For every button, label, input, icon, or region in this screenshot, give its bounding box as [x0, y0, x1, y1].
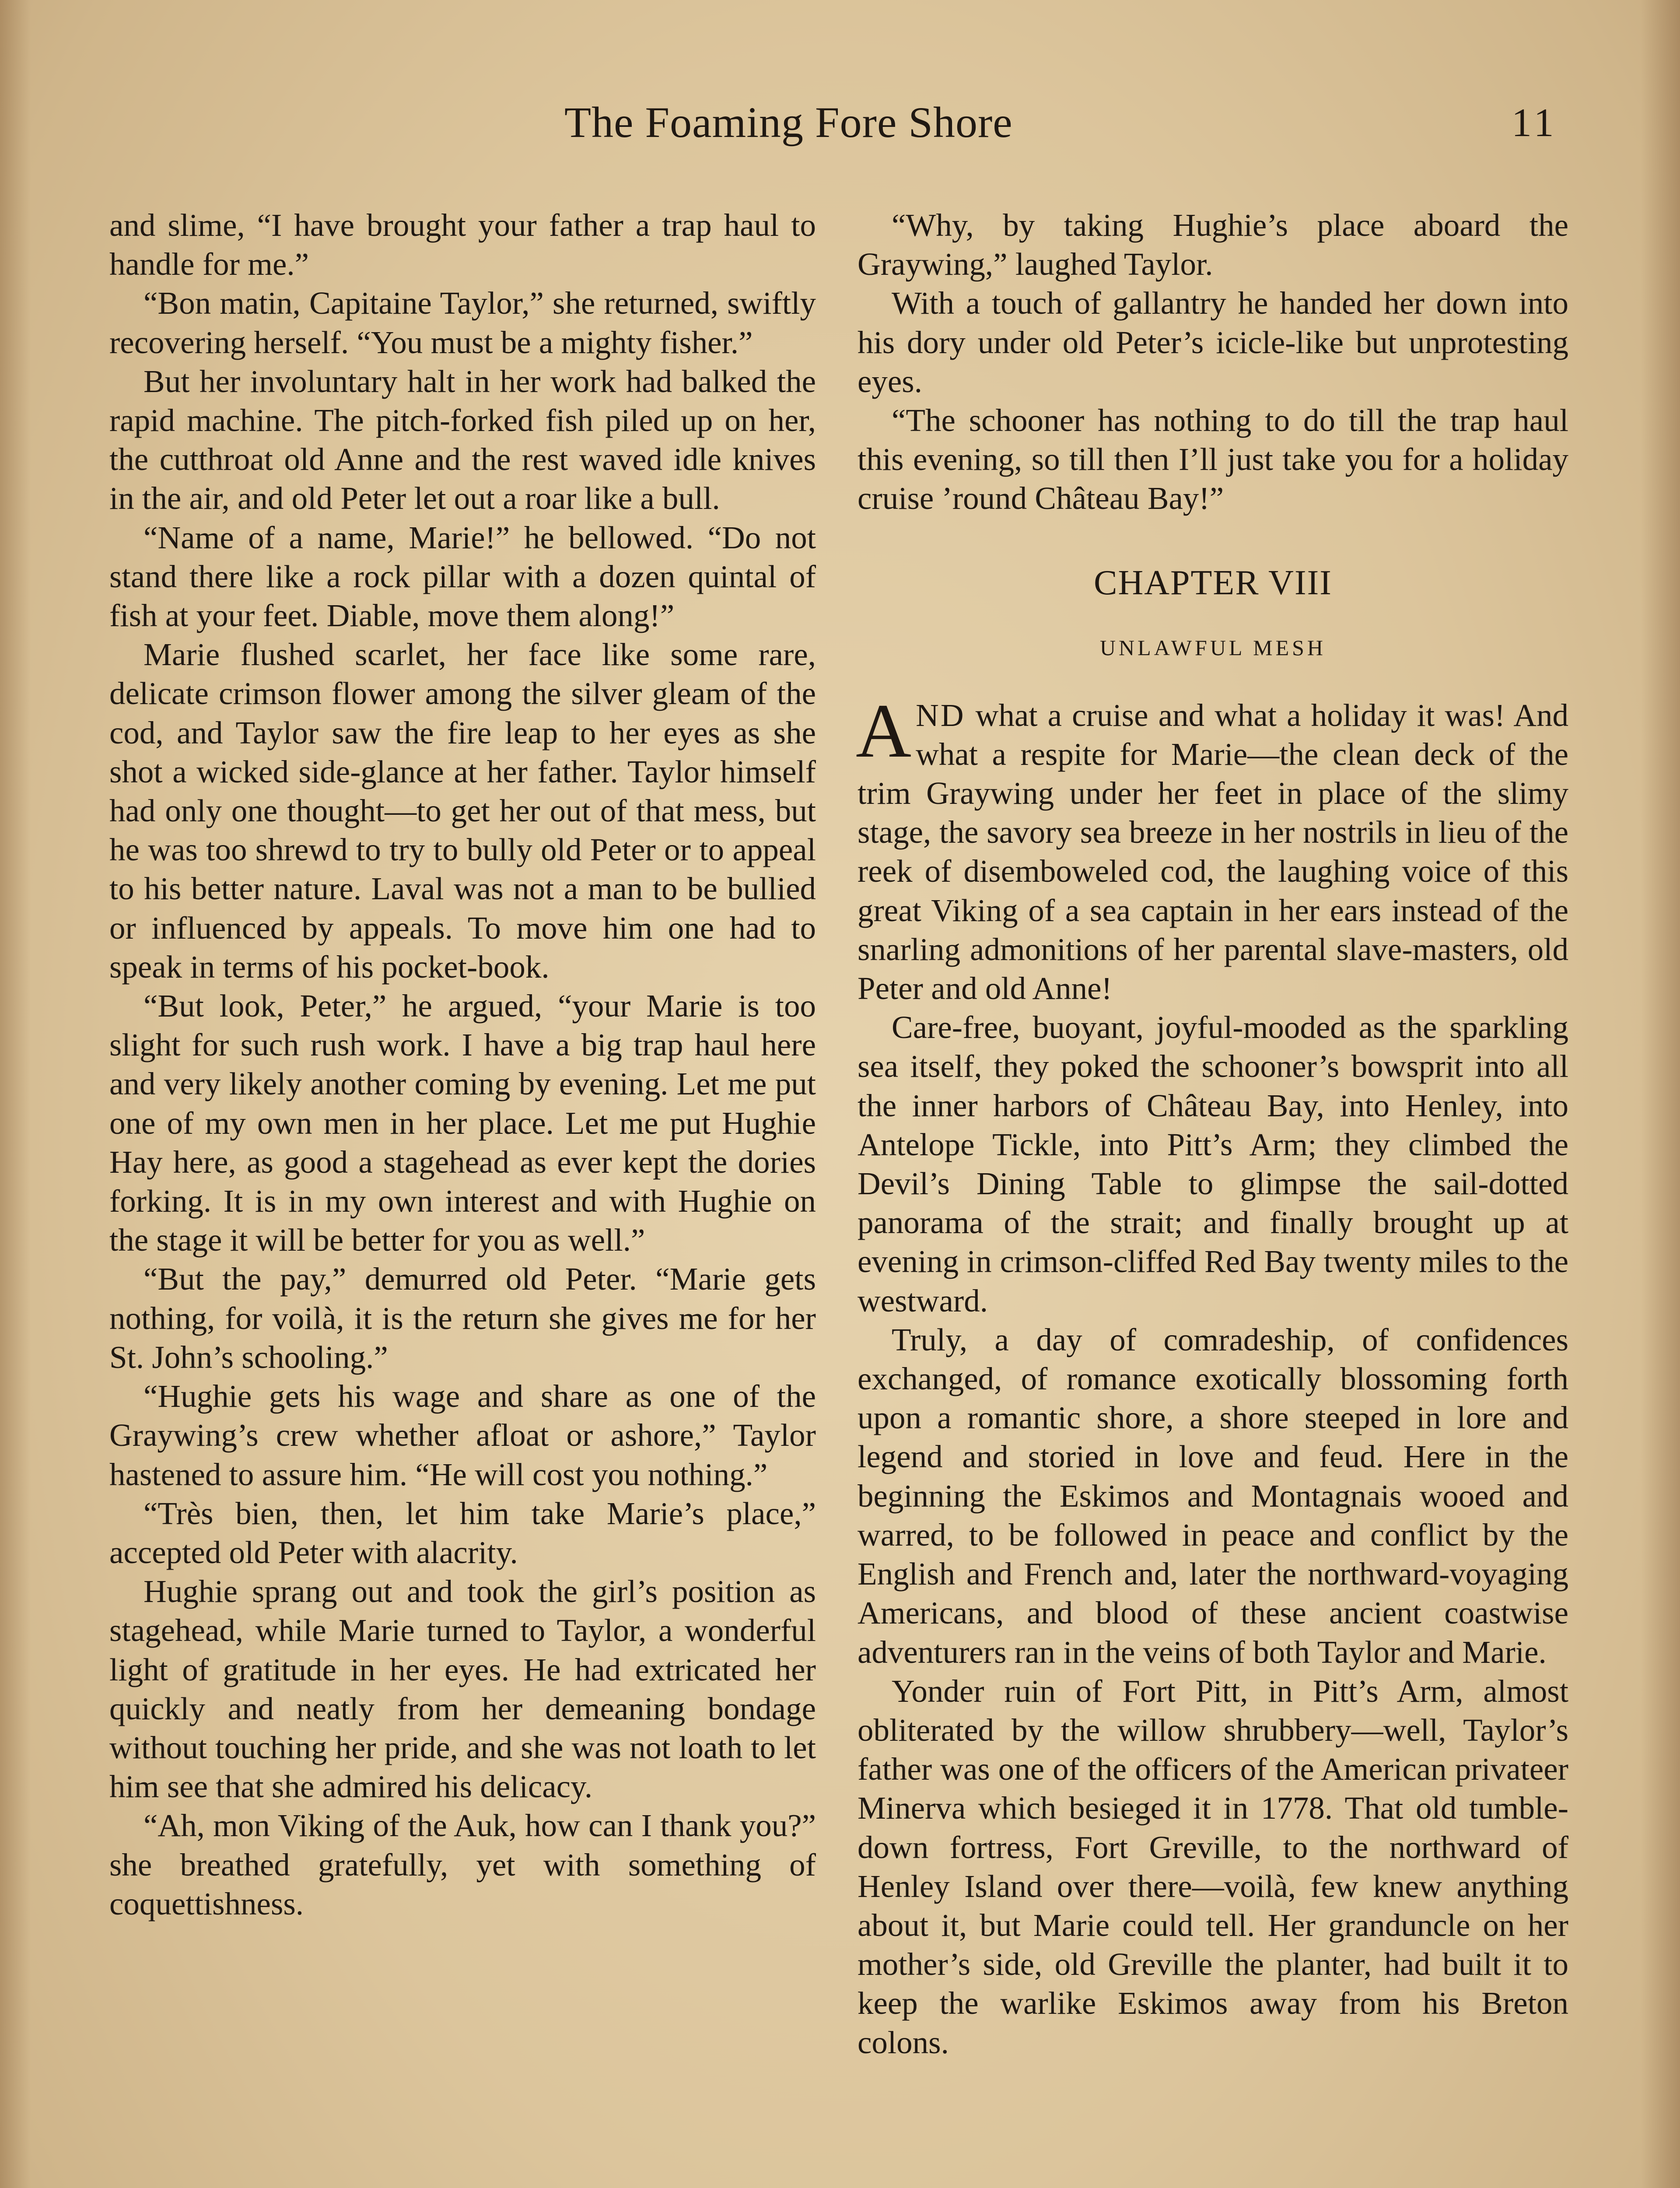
paragraph: Yonder ruin of Fort Pitt, in Pitt’s Arm, almost obliterated by the willow shrubbery—well, Taylor’s father was one of the officers of the American privateer Minerva which besieged it in 1778. That old tumble-down fortress, Fort Greville, to the northward of Henley Island over there—voilà, few knew anything about it, but Marie could tell. Her granduncle on her mother’s side, old Greville the planter, had built it to keep the warlike Eskimos away from his Breton colons.: [858, 1673, 1568, 2060]
paragraph: Truly, a day of comradeship, of confidences exchanged, of romance exotically blossoming forth upon a romantic shore, a shore steeped in lore and legend and storied in love and feud. Here in the beginning the Eskimos and Montagnais wooed and warred, to be followed in peace and conflict by the English and French and, later the northward-voyaging Americans, and blood of these ancient coastwise adventurers ran in the veins of both Taylor and Marie.: [858, 1322, 1568, 1670]
paragraph: But her involuntary halt in her work had balked the rapid machine. The pitch-forked fish piled up on her, the cutthroat old Anne and the rest waved idle knives in the air, and old Peter let out a roar like a bull.: [109, 363, 816, 516]
paragraph: Care-free, buoyant, joyful-mooded as the sparkling sea itself, they poked the schooner’s bowsprit into all the inner harbors of Château Bay, into Henley, into Antelope Tickle, into Pitt’s Arm; they climbed the Devil’s Dining Table to glimpse the sail-dotted panorama of the strait; and finally brought up at evening in crimson-cliffed Red Bay twenty miles to the westward.: [858, 1010, 1568, 1318]
paragraph: Hughie sprang out and took the girl’s position as stagehead, while Marie turned to Taylor, a wonderful light of gratitude in her eyes. He had extricated her quickly and neatly from her demeaning bondage without touching her pride, and she was not loath to let him see that she admired his delicacy.: [109, 1574, 816, 1805]
paragraph: Marie flushed scarlet, her face like some rare, delicate crimson flower among the silver gleam of the cod, and Taylor saw the fire leap to her eyes as she shot a wicked side-glance at her father. Taylor himself had only one thought—to get her out of that mess, but he was too shrewd to try to bully old Peter or to appeal to his better nature. Laval was not a man to be bullied or influenced by appeals. To move him one had to speak in terms of his pocket-book.: [109, 637, 816, 985]
page-edge-shadow-left: [0, 0, 31, 2188]
paragraph: “The schooner has nothing to do till the trap haul this evening, so till then I’ll just take you for a holiday cruise ’round Château Bay!”: [858, 403, 1568, 516]
paragraph: and slime, “I have brought your father a trap haul to handle for me.”: [109, 207, 816, 282]
page-edge-shadow-right: [1641, 0, 1680, 2188]
drop-cap: A: [856, 688, 912, 774]
paragraph: “Très bien, then, let him take Marie’s place,” accepted old Peter with alacrity.: [109, 1495, 816, 1570]
right-column: [858, 206, 1568, 2062]
running-title: The Foaming Fore Shore: [564, 98, 1013, 147]
opening-text: what a cruise and what a holiday it was! And what a respite for Marie—the clean deck of the trim Graywing under her feet in place of the slimy stage, the savory sea breeze in her nostrils in lieu of the reek of disemboweled cod, the laughing voice of this great Viking of a sea captain in her ears instead of the snarling admonitions of her parental slave-masters, old Peter and old Anne!: [858, 697, 1568, 1006]
left-column: [109, 206, 816, 1923]
paragraph: “Bon matin, Capitaine Taylor,” she returned, swiftly recovering herself. “You must be a mighty fisher.”: [109, 285, 816, 360]
paragraph: “Why, by taking Hughie’s place aboard the Graywing,” laughed Taylor.: [858, 207, 1568, 282]
paragraph: “But look, Peter,” he argued, “your Marie is too slight for such rush work. I have a big trap haul here and very likely another coming by evening. Let me put one of my own men in her place. Let me put Hughie Hay here, as good a stagehead as ever kept the dories forking. It is in my own interest and with Hughie on the stage it will be better for you as well.”: [109, 988, 816, 1258]
page-number: 11: [1512, 100, 1558, 145]
paragraph: “Ah, mon Viking of the Auk, how can I thank you?” she breathed gratefully, yet with something of coquettishness.: [109, 1808, 816, 1922]
paragraph: With a touch of gallantry he handed her down into his dory under old Peter’s icicle-like but unprotesting eyes.: [858, 285, 1568, 399]
running-header: [0, 98, 1680, 147]
chapter-opening-paragraph: [856, 688, 1568, 1008]
chapter-title: UNLAWFUL MESH: [1099, 635, 1326, 660]
paragraph: “Name of a name, Marie!” he bellowed. “Do not stand there like a rock pillar with a dozen quintal of fish at your feet. Diable, move them along!”: [109, 519, 816, 634]
paragraph: “Hughie gets his wage and share as one of the Graywing’s crew whether afloat or ashore,” Taylor hastened to assure him. “He will cost you nothing.”: [109, 1378, 816, 1492]
paragraph: “But the pay,” demurred old Peter. “Marie gets nothing, for voilà, it is the return she gives me for her St. John’s schooling.”: [109, 1261, 816, 1375]
chapter-heading: CHAPTER VIII: [1094, 563, 1332, 602]
opening-small-caps: ND: [916, 697, 966, 733]
